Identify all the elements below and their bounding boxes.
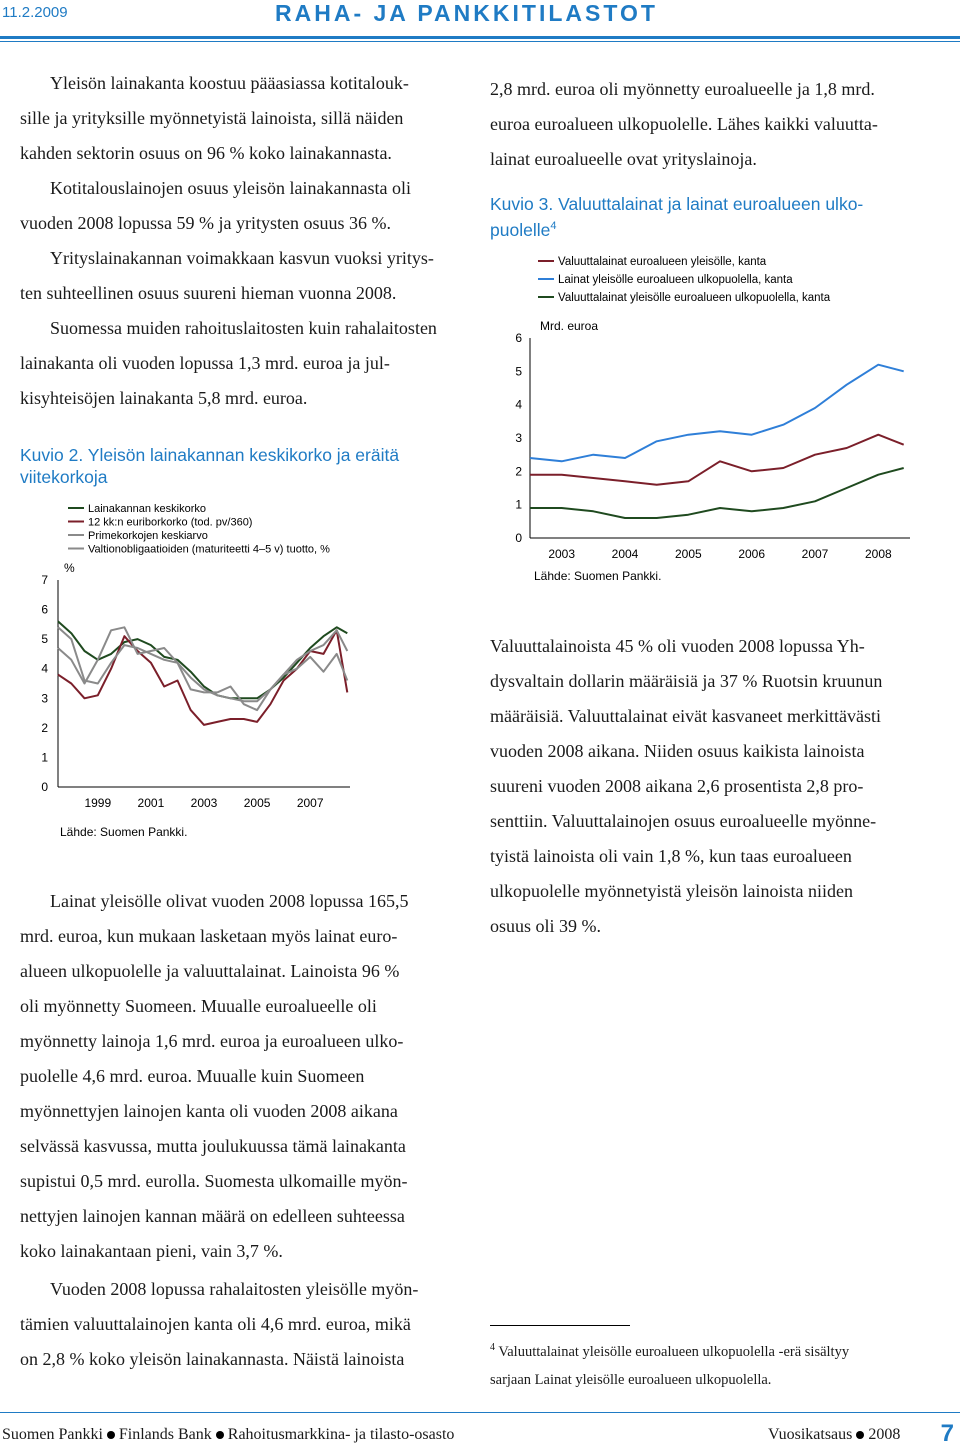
y-tick-label: 2 [515,464,522,479]
text-line: ulkopuolelle myönnetyistä yleisön lainoista niiden [490,881,853,901]
series-line [530,468,904,518]
text-line: Yleisön lainakanta koostuu pääasiassa kotitalouk- [50,73,409,93]
figure2-title-line1: Kuvio 2. Yleisön lainakannan keskikorko ja eräitä [20,445,400,465]
text-line: senttiin. Valuuttalainojen osuus euroalueelle myönne- [490,811,877,831]
bullet-icon [107,1431,115,1439]
legend-label: Primekorkojen keskiarvo [88,530,208,542]
page-number: 7 [940,1420,954,1447]
text-line: oli myönnetty Suomeen. Muualle euroalueelle oli [20,996,377,1016]
left-paragraph-1 [20,66,460,416]
footnote-number: 4 [490,1342,495,1353]
figure3-title-line2: puolelle [490,219,551,240]
y-tick-label: 7 [41,573,48,587]
figure2-title [20,444,470,488]
text-line: Vuoden 2008 lopussa rahalaitosten yleisölle myön- [50,1279,419,1299]
left-paragraph-2 [20,884,460,1269]
x-tick-label: 2007 [801,547,829,561]
text-line: osuus oli 39 %. [490,916,602,936]
header-rule [0,36,960,39]
text-line: lainat euroalueelle ovat yrityslainoja. [490,149,757,169]
page-footer [2,1420,958,1447]
text-line: nettyjen lainojen kannan määrä on edelleen suhteessa [20,1206,405,1226]
x-tick-label: 2005 [243,796,271,810]
header-date: 11.2.2009 [2,4,68,21]
text-line: sille ja yrityksille myönnetyistä lainoista, sillä näiden [20,108,404,128]
text-line: Lainat yleisölle olivat vuoden 2008 lopussa 165,5 [50,891,409,911]
footer-rule [0,1412,960,1413]
text-line: määräisiä. Valuuttalainat eivät kasvaneet merkittävästi [490,706,882,726]
x-tick-label: 2006 [738,547,766,561]
figure3-title-line1: Kuvio 3. Valuuttalainat ja lainat euroalueen ulko- [490,194,864,214]
y-tick-label: 1 [41,750,48,765]
y-tick-label: 1 [515,497,522,512]
text-line: ten suhteellinen osuus suureni hieman vuonna 2008. [20,283,397,303]
text-line: lainakanta oli vuoden lopussa 1,3 mrd. euroa ja jul- [20,353,390,373]
footer-department: Rahoitusmarkkina- ja tilasto-osasto [227,1426,455,1443]
y-tick-label: 5 [41,632,48,647]
y-tick-label: 4 [515,397,522,412]
legend-label: Valuuttalainat euroalueen yleisölle, kanta [558,256,767,268]
text-line: Kotitalouslainojen osuus yleisön lainakannasta oli [50,178,411,198]
figure3-title [490,193,940,241]
legend-label: Valtionobligaatioiden (maturiteetti 4–5 v) tuotto, % [88,543,330,556]
series-line [530,435,904,485]
footer-report-name: Vuosikatsaus [768,1426,853,1443]
x-tick-label: 2008 [864,547,892,561]
text-line: Valuuttalainoista 45 % oli vuoden 2008 lopussa Yh- [490,636,865,656]
text-line: vuoden 2008 aikana. Niiden osuus kaikista lainoista [490,741,865,761]
text-line: Suomessa muiden rahoituslaitosten kuin rahalaitosten [50,318,437,338]
footer-publisher: Suomen Pankki [2,1426,103,1443]
header-title: RAHA- JA PANKKITILASTOT [275,0,658,26]
text-line: supistui 0,5 mrd. eurolla. Suomesta ulkomaille myön- [20,1171,408,1191]
x-tick-label: 2001 [137,796,165,810]
footer-year: 2008 [868,1426,901,1443]
x-tick-label: 1999 [84,796,112,810]
legend-label: Lainat yleisölle euroalueen ulkopuolella, kanta [558,274,793,286]
figure3-unit-label: Mrd. euroa [540,319,599,333]
text-line: mrd. euroa, kun mukaan lasketaan myös lainat euro- [20,926,398,946]
y-tick-label: 2 [41,720,48,735]
text-line: tyistä lainoista oli vain 1,8 %, kun taas euroalueen [490,846,852,866]
y-tick-label: 4 [41,661,48,676]
text-line: kahden sektorin osuus on 96 % koko lainakannasta. [20,143,392,163]
y-tick-label: 3 [41,691,48,706]
figure3-legend [538,256,831,304]
text-line: dysvaltain dollarin määräisiä ja 37 % Ruotsin kruunun [490,671,883,691]
figure2-legend [68,503,330,556]
y-tick-label: 0 [41,780,48,794]
figure2-title-line2: viitekorkoja [20,467,108,487]
figure2-source: Lähde: Suomen Pankki. [60,825,188,839]
figure2-series [58,621,347,725]
figure3-title-footnote-ref: 4 [550,220,557,232]
y-tick-label: 5 [515,364,522,379]
figure3-chart [490,248,940,593]
text-line: Yrityslainakannan voimakkaan kasvun vuoksi yritys- [50,248,434,268]
legend-label: Lainakannan keskikorko [88,503,207,515]
bullet-icon [216,1431,224,1439]
text-line: euroa euroalueen ulkopuolelle. Lähes kaikki valuutta- [490,114,878,134]
text-line: myönnetty lainoja 1,6 mrd. euroa ja euroalueen ulko- [20,1031,404,1051]
footnote-line1: Valuuttalainat yleisölle euroalueen ulkopuolella -erä sisältyy [498,1343,850,1360]
figure3-source: Lähde: Suomen Pankki. [534,569,662,583]
text-line: 2,8 mrd. euroa oli myönnetty euroalueelle ja 1,8 mrd. [490,79,875,99]
text-line: koko lainakantaan pieni, vain 3,7 %. [20,1241,283,1261]
text-line: suureni vuoden 2008 aikana 2,6 prosentista 2,8 pro- [490,776,864,796]
series-line [58,627,347,710]
right-paragraph-2 [490,629,935,944]
legend-label: Valuuttalainat yleisölle euroalueen ulkopuolella, kanta [558,292,831,304]
figure2-chart [20,495,470,845]
x-tick-label: 2007 [296,796,324,810]
text-line: selvässä kasvussa, mutta joulukuussa tämä lainakanta [20,1136,406,1156]
left-paragraph-3 [20,1272,460,1377]
text-line: kisyhteisöjen lainakanta 5,8 mrd. euroa. [20,388,308,408]
text-line: myönnettyjen lainojen kanta oli vuoden 2008 aikana [20,1101,398,1121]
footnote [490,1334,930,1394]
x-tick-label: 2005 [674,547,702,561]
y-tick-label: 6 [41,602,48,617]
text-line: vuoden 2008 lopussa 59 % ja yritysten osuus 36 %. [20,213,391,233]
x-tick-label: 2003 [548,547,576,561]
y-tick-label: 3 [515,431,522,445]
text-line: on 2,8 % koko yleisön lainakannasta. Näistä lainoista [20,1349,405,1369]
footer-publisher-sv: Finlands Bank [118,1426,212,1443]
x-tick-label: 2004 [611,547,639,561]
right-paragraph-1 [490,72,935,177]
y-tick-label: 0 [515,531,522,545]
figure3-series [530,365,904,518]
y-tick-label: 6 [515,331,522,345]
header-rule-thin [0,41,960,42]
legend-label: 12 kk:n euriborkorko (tod. pv/360) [88,516,253,529]
text-line: puolelle 4,6 mrd. euroa. Muualle kuin Suomeen [20,1066,365,1086]
figure2-unit-label: % [64,561,75,575]
text-line: tämien valuuttalainojen kanta oli 4,6 mrd. euroa, mikä [20,1314,411,1334]
footnote-rule [490,1325,630,1326]
text-line: alueen ulkopuolelle ja valuuttalainat. Lainoista 96 % [20,961,400,981]
x-tick-label: 2003 [190,796,218,810]
footnote-line2: sarjaan Lainat yleisölle euroalueen ulkopuolella. [490,1371,772,1388]
bullet-icon [856,1431,864,1439]
